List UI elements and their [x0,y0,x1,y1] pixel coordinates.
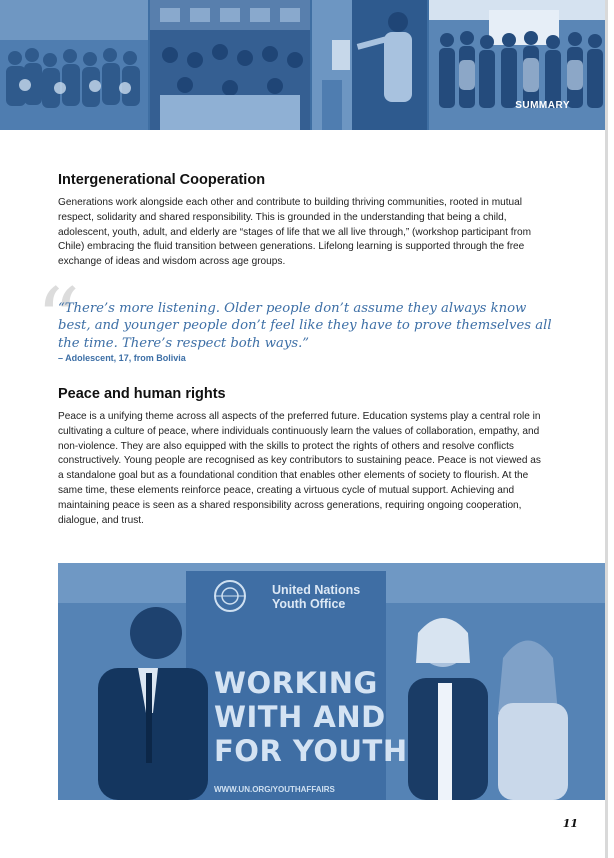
pull-quote [36,270,556,370]
page-number: 11 [562,817,578,830]
section-body: Peace is a unifying theme across all aspects of the preferred future. Education systems play a central role in cultivating a culture of peace, where individuals continuously learn the values of collaboration, empathy, and non-violence. They are also equipped with the skills to protect the rights of others and resolve conflicts constructively. Young people are recognised as key contributors to sustaining peace. Peace is not viewed as a standalone goal but as a foundational condition that enables other elements of society to flourish. At the same time, these elements reinforce peace, creating a virtuous cycle of mutual support. Achieving and maintaining peace is seen as a shared responsibility across generations, requiring ongoing cooperation, dialogue, and trust. [58,411,541,526]
photo-credit: © United Nations Youth Office [608,716,614,796]
workshop-photo-presenter [312,0,427,130]
youth-office-photo [58,563,605,800]
quote-text: “There’s more listening. Older people don’t assume they always know best, and younger people don’t feel like they have to prove themselves all the time. There’s respect both ways.” [58,301,552,351]
section-heading: Peace and human rights [58,386,226,402]
banner-org-line: Youth Office [272,597,346,611]
section-body: Generations work alongside each other and contribute to building thriving communities, rooted in mutual respect, solidarity and shared responsibility. This is grounded in the understanding that being a child, adolescent, youth, adult, and elderly are “stages of life that we all live through,” (workshop participant from Chile) embracing the fluid transition between generations. Lifelong learning is supported through the free exchange of ideas and wisdom across age groups. [58,197,531,268]
banner-org-name [272,583,360,611]
section-peace [58,386,548,528]
banner-slogan [214,666,408,768]
workshop-photo-group [0,0,148,130]
banner-url: WWW.UN.ORG/YOUTHAFFAIRS [214,785,335,794]
workshop-photo-seated [150,0,310,130]
section-heading: Intergenerational Cooperation [58,172,266,188]
top-photo-strip [0,0,605,130]
section-label: SUMMARY [515,100,570,111]
banner-slogan-line: FOR YOUTH [214,734,408,768]
section-intergenerational [58,172,548,270]
quote-attribution: – Adolescent, 17, from Bolivia [58,353,186,363]
banner-slogan-line: WORKING [214,666,378,700]
page-edge [605,0,608,858]
banner-org-line: United Nations [272,583,361,597]
banner-slogan-line: WITH AND [214,700,386,734]
quote-mark-icon: “ [36,270,80,370]
